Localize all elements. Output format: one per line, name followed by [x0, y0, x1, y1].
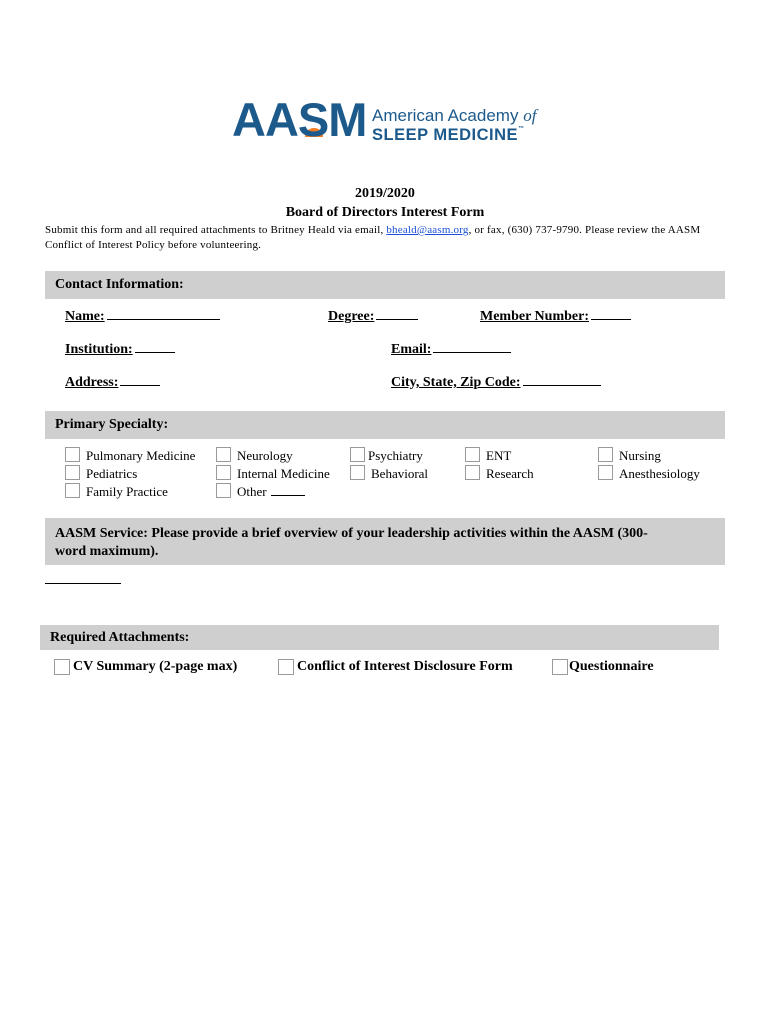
institution-field[interactable]: Institution: [65, 340, 175, 358]
service-section-header [45, 518, 725, 565]
other-specify-line[interactable] [271, 485, 305, 496]
option-other: Other [237, 484, 305, 500]
option-label: Psychiatry [368, 448, 423, 463]
attachments-section-title: Required Attachments: [50, 630, 190, 645]
contact-section-title: Contact Information: [55, 277, 184, 292]
checkbox-other[interactable] [216, 483, 231, 498]
degree-field[interactable]: Degree: [328, 307, 418, 325]
attachment-coi-label: Conflict of Interest Disclosure Form [297, 659, 513, 674]
member-number-field[interactable]: Member Number: [480, 307, 631, 325]
checkbox-pediatrics[interactable] [65, 465, 80, 480]
logo-line-1: American Academy of [372, 106, 537, 125]
name-field[interactable]: Name: [65, 307, 220, 325]
form-year: 2019/2020 [355, 186, 415, 201]
option-label: Nursing [619, 448, 661, 463]
checkbox-questionnaire[interactable] [552, 659, 568, 675]
aasm-logo [232, 93, 542, 148]
logo-wordmark: AASM [232, 93, 367, 146]
option-label: Neurology [237, 448, 293, 463]
attachment-questionnaire-label: Questionnaire [569, 659, 654, 674]
checkbox-neurology[interactable] [216, 447, 231, 462]
option-label: Internal Medicine [237, 466, 330, 481]
checkbox-cv-summary[interactable] [54, 659, 70, 675]
checkbox-coi-form[interactable] [278, 659, 294, 675]
checkbox-research[interactable] [465, 465, 480, 480]
logo-line-2: SLEEP MEDICINE™ [372, 126, 525, 144]
city-state-zip-field[interactable]: City, State, Zip Code: [391, 373, 601, 391]
attachment-cv-label: CV Summary (2-page max) [73, 659, 238, 674]
address-field[interactable]: Address: [65, 373, 160, 391]
email-field[interactable]: Email: [391, 340, 511, 358]
specialty-section-header [45, 411, 725, 439]
checkbox-nursing[interactable] [598, 447, 613, 462]
checkbox-behavioral[interactable] [350, 465, 365, 480]
attachments-section-header [40, 625, 719, 650]
checkbox-internal-medicine[interactable] [216, 465, 231, 480]
form-title: Board of Directors Interest Form [285, 205, 485, 220]
email-link[interactable]: bheald@aasm.org [386, 224, 469, 236]
option-label: Family Practice [86, 484, 168, 499]
specialty-section-title: Primary Specialty: [55, 417, 169, 432]
option-label: Pediatrics [86, 466, 138, 481]
service-section-title: AASM Service: Please provide a brief overview of your leadership activities within the AASM (300- word maximum). [55, 526, 648, 559]
contact-section-header [45, 271, 725, 299]
option-label: ENT [486, 448, 512, 463]
checkbox-family-practice[interactable] [65, 483, 80, 498]
checkbox-psychiatry[interactable] [350, 447, 365, 462]
option-label: Pulmonary Medicine [86, 448, 196, 463]
service-response-line[interactable] [45, 583, 121, 584]
intro-text: Submit this form and all required attachments to Britney Heald via email, bheald@aasm.org, or fax, (630) 737-9790. Please review the AASM Conflict of Interest Policy before volunteering. [45, 224, 701, 251]
option-label: Research [486, 466, 534, 481]
checkbox-ent[interactable] [465, 447, 480, 462]
option-label: Anesthesiology [619, 466, 700, 481]
checkbox-pulmonary[interactable] [65, 447, 80, 462]
checkbox-anesthesiology[interactable] [598, 465, 613, 480]
option-label: Behavioral [371, 466, 429, 481]
